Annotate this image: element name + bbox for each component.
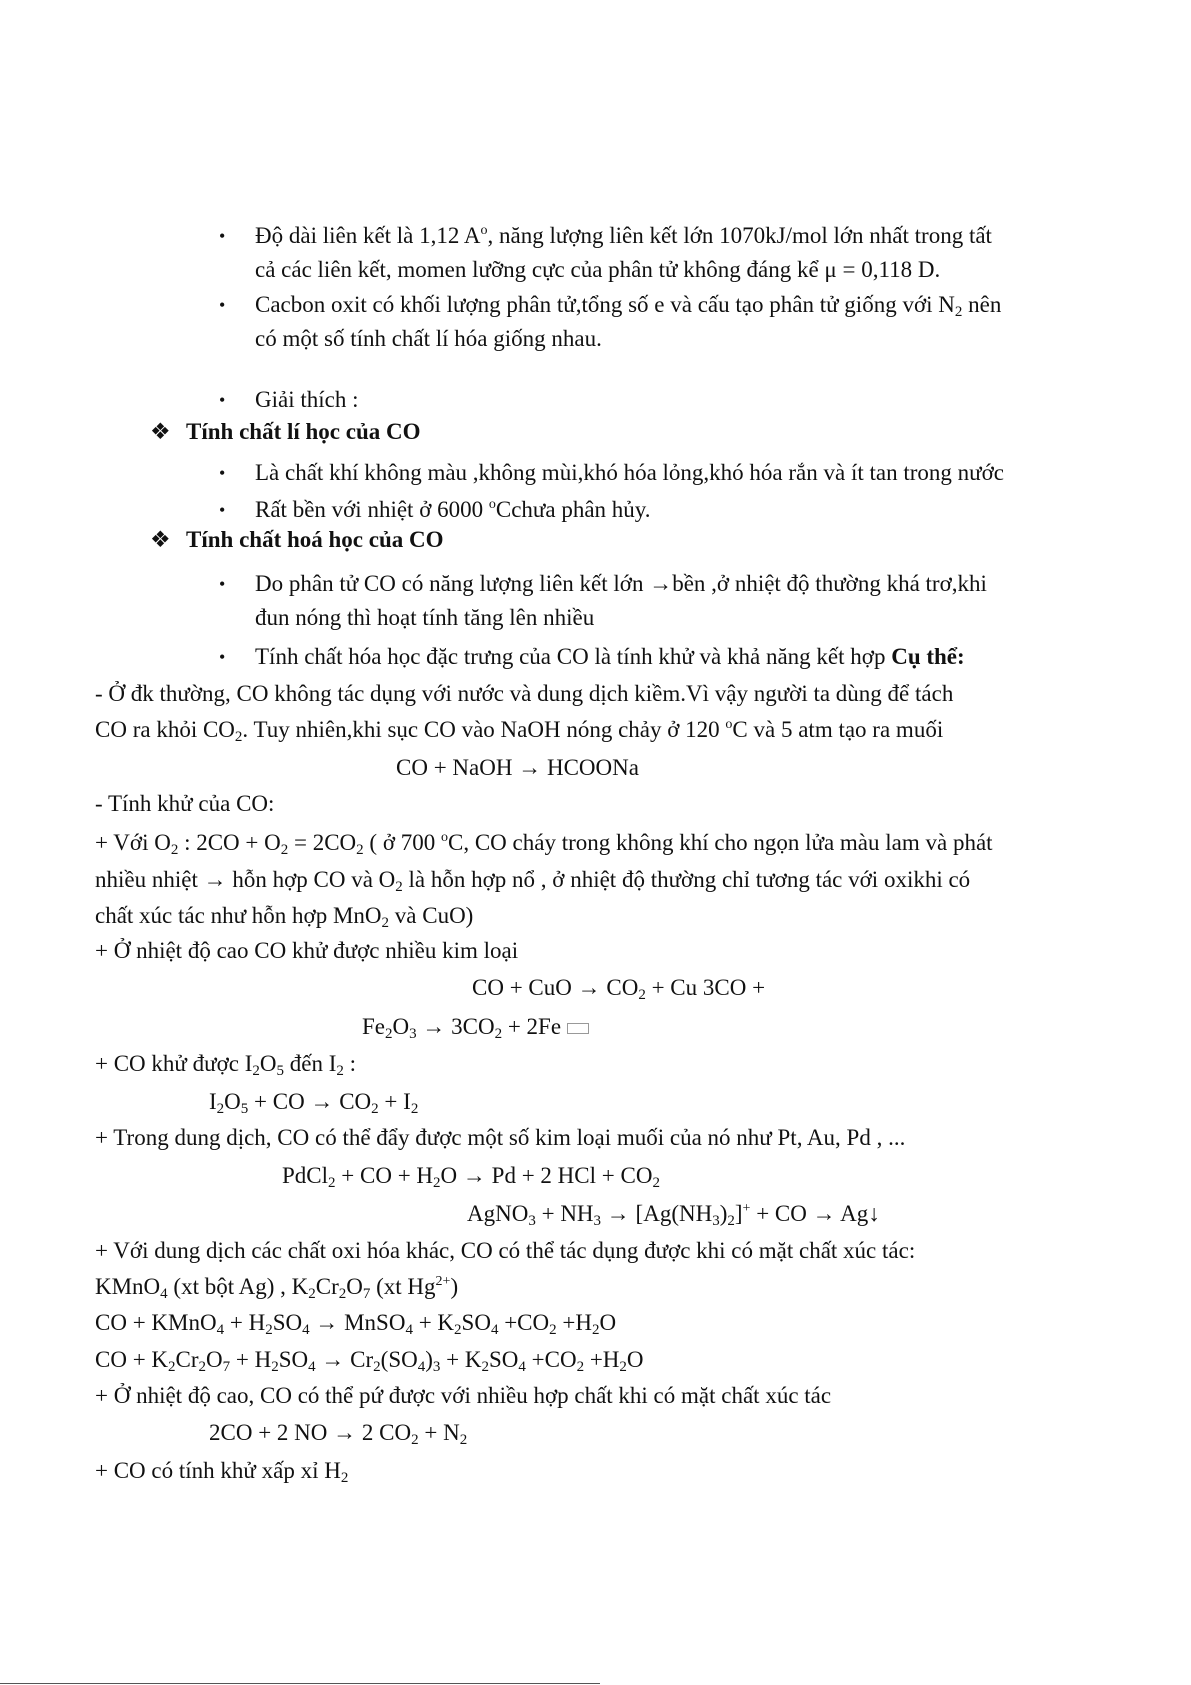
paragraph-line: + CO có tính khử xấp xỉ $H_2$ [95, 1458, 349, 1486]
paragraph-line: + Ở nhiệt độ cao CO khử được nhiều kim loại [95, 938, 519, 963]
bullet-chemical-2 [219, 640, 1090, 674]
paragraph-line: nhiều nhiệt → hỗn hợp CO và $O_2$ là hỗn hợp nổ , ở nhiệt độ thường chỉ tương tác với oxikhi có [95, 867, 971, 895]
paragraph-line: + Ở nhiệt độ cao, CO có thể pứ được với nhiều hợp chất khi có mặt chất xúc tác [95, 1383, 832, 1408]
bullet-icon: • [219, 390, 226, 410]
paragraph-line: - Ở đk thường, CO không tác dụng với nước và dung dịch kiềm.Vì vậy người ta dùng để tách [95, 681, 954, 706]
text: , năng lượng liên kết lớn 1070kJ/mol lớn nhất trong tất [487, 223, 992, 248]
text: Giải thích : [255, 387, 359, 412]
superscript: o [480, 223, 488, 238]
text: đun nóng thì hoạt tính tăng lên nhiều [255, 605, 595, 630]
heading-text: Tính chất lí học của CO [186, 419, 421, 444]
paragraph-line: - Tính khử của CO: [95, 791, 275, 816]
heading-physical-properties [150, 415, 421, 449]
heading-text: Tính chất hoá học của CO [186, 527, 444, 552]
bold-text: Cụ thể: [891, 644, 965, 669]
bullet-icon: • [219, 500, 226, 520]
equation-i2o5: $I_2O_5$ + CO → $CO_2 + I_2$ [209, 1089, 419, 1117]
bullet-co-n2 [219, 288, 1090, 356]
paragraph-line: CO ra khỏi $CO_2$. Tuy nhiên,khi sục CO vào NaOH nóng chảy ở 120 $^o$C và 5 atm tạo ra muối [95, 717, 944, 745]
diamond-bullet-icon: ❖ [150, 527, 171, 552]
text: Tính chất hóa học đặc trưng của CO là tính khử và khả năng kết hợp [255, 644, 892, 669]
bullet-icon: • [219, 295, 226, 315]
paragraph-line: + Trong dung dịch, CO có thể đẩy được một số kim loại muối của nó như Pt, Au, Pd , ... [95, 1125, 906, 1150]
text: Cchưa phân hủy. [495, 497, 651, 522]
text: nên [962, 292, 1002, 317]
bullet-physical-1 [219, 456, 1090, 490]
heading-chemical-properties [150, 523, 444, 557]
bullet-icon: • [219, 574, 226, 594]
equation-k2cr2o7: CO + $K_2Cr_2O_7 + H_2SO_4 \to Cr_2(SO_4)_3 + K_2SO_4 +CO_2 +H_2O$ [95, 1347, 644, 1375]
bullet-bond-length [219, 219, 1090, 287]
text: Là chất khí không màu ,không mùi,khó hóa lỏng,khó hóa rắn và ít tan trong nước [255, 460, 1004, 485]
equation-cuo: CO + CuO → $CO_2 + Cu$ 3CO + [472, 975, 766, 1003]
bullet-chemical-1 [219, 567, 1090, 635]
placeholder-icon [567, 1023, 589, 1034]
text: Cacbon oxit có khối lượng phân tử,tổng số e và cấu tạo phân tử giống với N [255, 292, 955, 317]
paragraph-line: + Với $O_2$ : $2CO + O_2 = 2CO_2$ ( ở 700 $^o$C, CO cháy trong không khí cho ngọn lửa màu lam và phát [95, 830, 993, 858]
bullet-icon: • [219, 463, 226, 483]
superscript: o [488, 497, 496, 512]
equation-no: 2CO + 2 NO → 2 $CO_2 + N_2$ [209, 1420, 468, 1448]
bullet-explain [219, 383, 1090, 417]
text: có một số tính chất lí hóa giống nhau. [255, 326, 602, 351]
bullet-physical-2 [219, 493, 1090, 527]
equation-naoh: CO + NaOH → HCOONa [396, 755, 639, 780]
equation-kmno4: CO + KMnO$_4$ + $H_2SO_4$ → MnSO$_4$ + $K_2SO_4 +CO_2 +H_2O$ [95, 1310, 617, 1338]
text: Độ dài liên kết là 1,12 A [255, 223, 481, 248]
diamond-bullet-icon: ❖ [150, 419, 171, 444]
footer-divider [0, 1683, 600, 1684]
text: Do phân tử CO có năng lượng liên kết lớn →bền ,ở nhiệt độ thường khá trơ,khi [255, 571, 987, 596]
subscript: 2 [954, 304, 963, 320]
paragraph-line: + CO khử được $I_2O_5$ đến $I_2$ : [95, 1051, 357, 1079]
paragraph-line: KMnO$_4$ (xt bột Ag) , $K_2Cr_2O_7$ (xt $Hg^{2+}$) [95, 1274, 459, 1302]
equation-pdcl2: PdCl$_2$ + CO + $H_2O \to Pd + 2$ HCl + $CO_2$ [282, 1163, 660, 1191]
equation-fe2o3: $Fe_2O_3 \to 3CO_2 + 2Fe$ [362, 1010, 589, 1044]
bullet-icon: • [219, 226, 226, 246]
text: Rất bền với nhiệt ở 6000 [255, 497, 489, 522]
paragraph-line: chất xúc tác như hỗn hợp MnO$_2$ và CuO) [95, 903, 474, 931]
bullet-icon: • [219, 647, 226, 667]
paragraph-line: + Với dung dịch các chất oxi hóa khác, CO có thể tác dụng được khi có mặt chất xúc tác: [95, 1238, 916, 1263]
equation-agno3: AgNO$_3$ + $NH_3 \to [Ag(NH_3)_2]^+$ + CO → Ag↓ [467, 1201, 880, 1229]
text: cả các liên kết, momen lưỡng cực của phân tử không đáng kể μ = 0,118 D. [255, 257, 941, 282]
